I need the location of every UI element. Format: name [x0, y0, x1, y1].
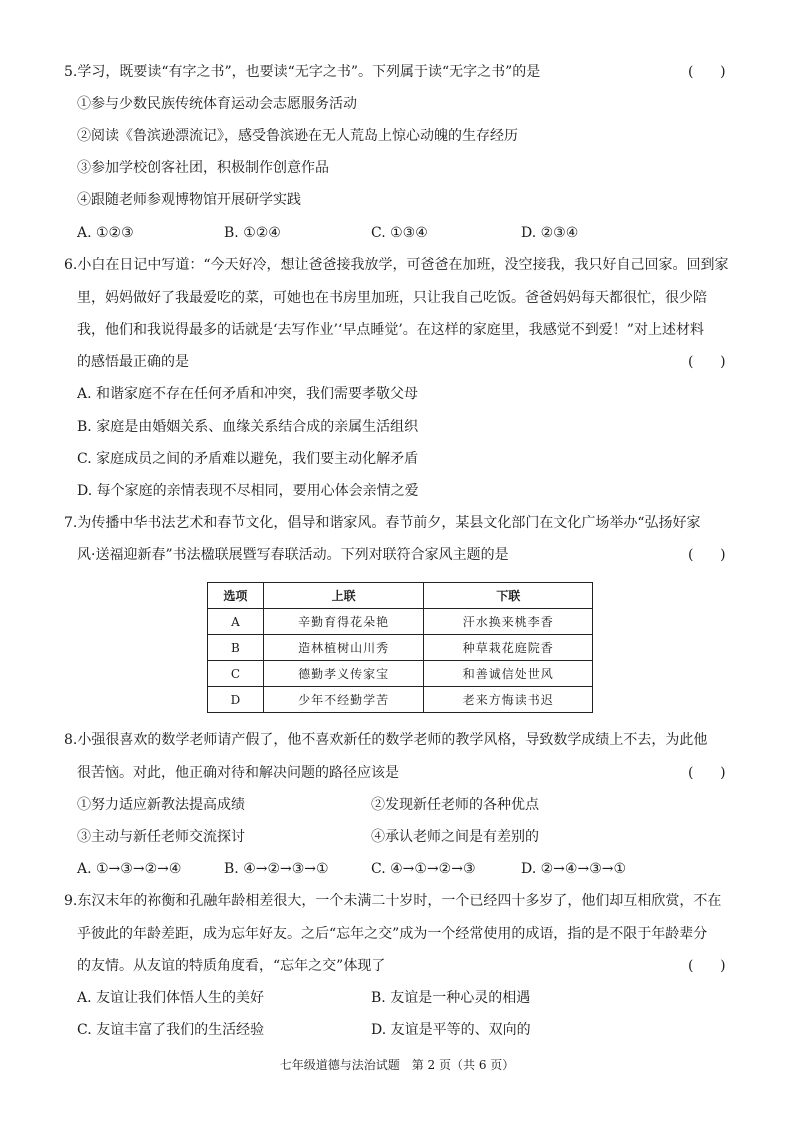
- q6-option-b: B. 家庭是由婚姻关系、血缘关系结合成的亲属生活组织: [77, 419, 419, 435]
- q9-option-c: C. 友谊丰富了我们的生活经验: [77, 1022, 265, 1038]
- column-header-first-line: 上联: [263, 583, 424, 609]
- q6-option-c: C. 家庭成员之间的矛盾难以避免，我们要主动化解矛盾: [77, 451, 419, 467]
- row-first-line: 造林植树山川秀: [263, 635, 424, 661]
- row-first-line: 辛勤育得花朵艳: [263, 609, 424, 635]
- page-footer: 七年级道德与法治试题 第 2 页（共 6 页）: [279, 1058, 515, 1072]
- q6-stem-line-4: 的感悟最正确的是: [77, 354, 189, 370]
- q8-item-1: ①努力适应新教法提高成绩: [77, 797, 245, 813]
- q7-stem-line-1: 7.为传播中华书法艺术和春节文化，倡导和谐家风。春节前夕，某县文化部门在文化广场举办“弘扬好家: [64, 515, 701, 531]
- q5-answer-bracket: ( ): [688, 64, 726, 80]
- q9-stem-line-1: 9.东汉末年的祢衡和孔融年龄相差很大，一个未满二十岁时，一个已经四十多岁了，他们却互相欣赏，不在: [64, 893, 722, 909]
- q6-stem-line-2: 里，妈妈做好了我最爱吃的菜，可她也在书房里加班，只让我自己吃饭。爸爸妈妈每天都很忙，很少陪: [77, 290, 707, 306]
- q8-item-2: ②发现新任老师的各种优点: [371, 797, 539, 813]
- couplet-table: [207, 582, 593, 713]
- q8-option-d: D. ②→④→③→①: [521, 861, 627, 877]
- q5-option-c: C. ①③④: [371, 225, 428, 241]
- row-option: C: [208, 661, 264, 687]
- q5-option-a: A. ①②③: [77, 225, 134, 241]
- q7-answer-bracket: ( ): [688, 547, 726, 563]
- row-second-line: 和善诚信处世风: [424, 661, 593, 687]
- q5-item-1: ①参与少数民族传统体育运动会志愿服务活动: [77, 96, 357, 112]
- q8-item-3: ③主动与新任老师交流探讨: [77, 829, 245, 845]
- column-header-option: 选项: [208, 583, 264, 609]
- q9-option-b: B. 友谊是一种心灵的相遇: [371, 990, 531, 1006]
- q5-item-3: ③参加学校创客社团，积极制作创意作品: [77, 160, 329, 176]
- q8-answer-bracket: ( ): [688, 765, 726, 781]
- q9-stem-line-3: 的友情。从友谊的特质角度看，“忘年之交”体现了: [77, 958, 386, 974]
- q6-option-d: D. 每个家庭的亲情表现不尽相同，要用心体会亲情之爱: [77, 483, 419, 499]
- q6-answer-bracket: ( ): [688, 354, 726, 370]
- q9-answer-bracket: ( ): [688, 958, 726, 974]
- row-second-line: 老来方悔读书迟: [424, 687, 593, 713]
- table-row: [208, 609, 593, 635]
- q5-stem: 5.学习，既要读“有字之书”，也要读“无字之书”。下列属于读“无字之书”的是: [64, 64, 541, 80]
- column-header-second-line: 下联: [424, 583, 593, 609]
- row-first-line: 少年不经勤学苦: [263, 687, 424, 713]
- row-option: A: [208, 609, 264, 635]
- q5-item-4: ④跟随老师参观博物馆开展研学实践: [77, 192, 301, 208]
- row-second-line: 种草栽花庭院香: [424, 635, 593, 661]
- table-row: [208, 635, 593, 661]
- q6-stem-line-3: 我，他们和我说得最多的话就是‘去写作业’‘早点睡觉’。在这样的家庭里，我感觉不到爱！”对上述材料: [77, 322, 704, 338]
- q9-option-d: D. 友谊是平等的、双向的: [371, 1022, 531, 1038]
- q8-stem-line-1: 8.小强很喜欢的数学老师请产假了，他不喜欢新任的数学老师的教学风格，导致数学成绩上不去，为此他: [64, 732, 708, 748]
- q8-option-a: A. ①→③→②→④: [77, 861, 182, 877]
- q8-option-b: B. ④→②→③→①: [224, 861, 329, 877]
- couplet-table-header: [208, 583, 593, 609]
- q8-item-4: ④承认老师之间是有差别的: [371, 829, 539, 845]
- q6-stem-line-1: 6.小白在日记中写道：“今天好冷，想让爸爸接我放学，可爸爸在加班，没空接我，我只好自己回家。回到家: [64, 257, 729, 273]
- q5-item-2: ②阅读《鲁滨逊漂流记》，感受鲁滨逊在无人荒岛上惊心动魄的生存经历: [77, 128, 518, 144]
- q9-stem-line-2: 乎彼此的年龄差距，成为忘年好友。之后“忘年之交”成为一个经常使用的成语，指的是不限于年龄辈分: [77, 926, 708, 942]
- q5-option-b: B. ①②④: [224, 225, 281, 241]
- q6-option-a: A. 和谐家庭不存在任何矛盾和冲突，我们需要孝敬父母: [77, 386, 419, 402]
- table-row: [208, 687, 593, 713]
- row-first-line: 德勤孝义传家宝: [263, 661, 424, 687]
- q7-stem-line-2: 风·送福迎新春”书法楹联展暨写春联活动。下列对联符合家风主题的是: [77, 547, 509, 563]
- q8-stem-line-2: 很苦恼。对此，他正确对待和解决问题的路径应该是: [77, 765, 399, 781]
- table-row: [208, 661, 593, 687]
- q9-option-a: A. 友谊让我们体悟人生的美好: [77, 990, 265, 1006]
- q8-option-c: C. ④→①→②→③: [371, 861, 476, 877]
- q5-option-d: D. ②③④: [521, 225, 579, 241]
- row-second-line: 汗水换来桃李香: [424, 609, 593, 635]
- row-option: D: [208, 687, 264, 713]
- row-option: B: [208, 635, 264, 661]
